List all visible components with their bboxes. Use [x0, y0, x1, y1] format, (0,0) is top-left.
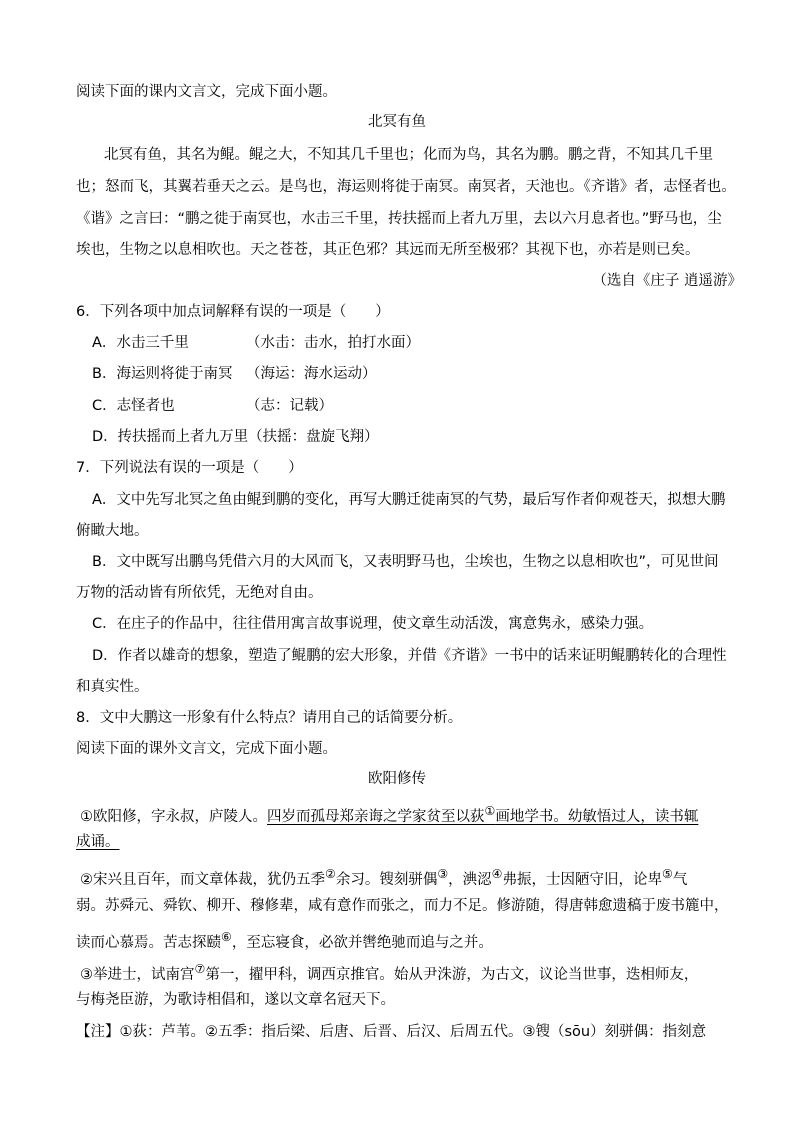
footnote-marker: ⑥ — [221, 930, 232, 944]
reading2-paragraph-2: ②宋兴且百年，而文章体裁，犹仍五季②余习。锼刻骈偶③，淟涊④弗振，士因陋守旧，论卑⑤气 — [80, 867, 688, 888]
reading2-notes: 【注】①荻：芦苇。②五季：指后梁、后唐、后晋、后汉、后周五代。③锼（sōu）刻骈偶：指刻意 — [76, 1024, 707, 1040]
reading1-title: 北冥有鱼 — [368, 114, 426, 130]
question-7-option-a-cont: 俯瞰大地。 — [76, 523, 149, 539]
reading2-intro: 阅读下面的课外文言文，完成下面小题。 — [76, 741, 337, 757]
reading1-intro: 阅读下面的课内文言文，完成下面小题。 — [76, 84, 337, 100]
footnote-marker: ① — [484, 804, 496, 818]
option-note: （海运：海水运动） — [246, 366, 377, 382]
option-note: （水击：击水，拍打水面） — [246, 335, 420, 351]
footnote-marker: ④ — [491, 867, 503, 881]
option-note: （志：记载） — [246, 398, 333, 414]
reading1-text-line: 北冥有鱼，其名为鲲。鲲之大，不知其几千里也；化而为鸟，其名为鹏。鹏之背，不知其几千里 — [104, 147, 713, 163]
option-text: C．志怪者也 — [92, 398, 175, 414]
reading2-paragraph-3: ③举进士，试南宫⑦第一，擢甲科，调西京推官。始从尹洙游，为古文，议论当世事，迭相师友， — [80, 962, 699, 983]
reading1-text-line: 埃也，生物之以息相吹也。天之苍苍，其正色邪？其远而无所至极邪？其视下也，亦若是则已矣。 — [76, 242, 700, 258]
question-6-option-d — [92, 427, 379, 447]
underlined-sentence: 四岁而孤母郑亲诲之学家贫至以荻①画地学书。幼敏悟过人，读书辄 — [267, 804, 699, 825]
question-6-option-c — [92, 396, 333, 416]
footnote-marker: ⑦ — [194, 962, 206, 976]
reading2-paragraph-2-cont: 读而心慕焉。苦志探赜⑥，至忘寝食，必欲并辔绝驰而追与之并。 — [76, 930, 493, 951]
reading1-text-line: 《谐》之言曰：“鹏之徙于南冥也，水击三千里，抟扶摇而上者九万里，去以六月息者也。”野马也，尘 — [76, 211, 722, 227]
question-7-option-a: A．文中先写北冥之鱼由鲲到鹏的变化，再写大鹏迁徙南冥的气势，最后写作者仰观苍天，拟想大鹏 — [92, 492, 726, 508]
question-7-stem: 7．下列说法有误的一项是（ ） — [76, 460, 303, 476]
question-7-option-c: C．在庄子的作品中，往往借用寓言故事说理，使文章生动活泼，寓意隽永，感染力强。 — [92, 616, 654, 632]
option-text: A．水击三千里 — [92, 335, 189, 351]
underlined-sentence-end: 成诵。 — [76, 834, 120, 850]
question-7-option-b: B．文中既写出鹏鸟凭借六月的大风而飞，又表明野马也，尘埃也，生物之以息相吹也”，可见世间 — [92, 554, 719, 570]
question-8-stem: 8．文中大鹏这一形象有什么特点？请用自己的话简要分析。 — [76, 710, 463, 726]
reading2-paragraph-2-cont: 弱。苏舜元、舜钦、柳开、穆修辈，咸有意作而张之，而力不足。修游随，得唐韩愈遗稿于废书簏中， — [76, 898, 729, 914]
reading2-paragraph-1-cont — [76, 832, 120, 852]
question-6-option-a — [92, 333, 420, 353]
footnote-marker: ② — [325, 867, 336, 881]
reading2-paragraph-3-cont: 与梅尧臣游，为歌诗相倡和，遂以文章名冠天下。 — [76, 992, 395, 1008]
reading1-text-line: 也；怒而飞，其翼若垂天之云。是鸟也，海运则将徙于南冥。南冥者，天池也。《齐谐》者，志怪者也。 — [76, 179, 736, 195]
question-7-option-b-cont: 万物的活动皆有所依凭，无绝对自由。 — [76, 585, 323, 601]
footnote-marker: ⑤ — [661, 867, 673, 881]
footnote-marker: ③ — [437, 867, 449, 881]
question-7-option-d-cont: 和真实性。 — [76, 679, 149, 695]
option-text: B．海运则将徙于南冥 — [92, 366, 233, 382]
option-text: D．抟扶摇而上者九万里（扶摇：盘旋飞翔） — [92, 429, 379, 445]
reading2-title: 欧阳修传 — [368, 771, 426, 787]
reading1-source: （选自《庄子 逍遥游》 — [592, 273, 742, 289]
reading2-paragraph-1: ①欧阳修，字永叔，庐陵人。四岁而孤母郑亲诲之学家贫至以荻①画地学书。幼敏悟过人，读书辄 — [80, 804, 699, 825]
question-6-stem: 6．下列各项中加点词解释有误的一项是（ ） — [76, 304, 390, 320]
question-7-option-d: D．作者以雄奇的想象，塑造了鲲鹏的宏大形象，并借《齐谐》一书中的话来证明鲲鹏转化的合理性 — [92, 648, 727, 664]
question-6-option-b — [92, 364, 377, 384]
